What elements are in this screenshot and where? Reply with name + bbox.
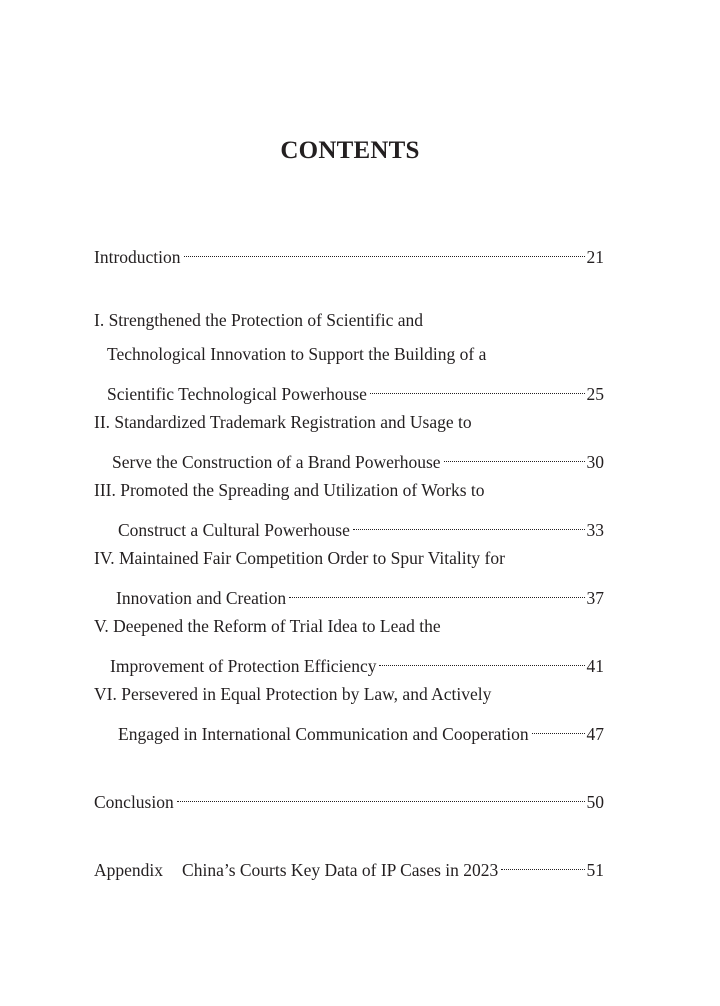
entry-title: China’s Courts Key Data of IP Cases in 2023 xyxy=(182,860,499,880)
page-number: 33 xyxy=(586,520,604,540)
entry-title: VI. Persevered in Equal Protection by Law, and Actively xyxy=(94,684,492,704)
dot-leader xyxy=(177,784,585,808)
toc-entry-section-1-line-1[interactable] xyxy=(94,308,604,332)
toc-entry-section-1-line-2[interactable] xyxy=(107,342,604,366)
entry-title: IV. Maintained Fair Competition Order to Spur Vitality for xyxy=(94,548,505,568)
entry-title: V. Deepened the Reform of Trial Idea to Lead the xyxy=(94,616,441,636)
page-title: CONTENTS xyxy=(280,137,420,164)
toc-entry-section-4-line-2[interactable] xyxy=(116,580,604,608)
toc-entry-section-1-line-3[interactable] xyxy=(107,376,604,404)
dot-leader xyxy=(532,716,585,740)
page-number: 21 xyxy=(586,247,604,267)
entry-title-continued: Scientific Technological Powerhouse xyxy=(107,384,367,404)
dot-leader xyxy=(289,580,584,604)
dot-leader xyxy=(444,444,585,468)
entry-title-continued: Innovation and Creation xyxy=(116,588,287,608)
toc-entry-section-5-line-2[interactable] xyxy=(110,648,604,676)
toc-entry-conclusion[interactable] xyxy=(94,784,604,812)
page-number: 30 xyxy=(586,452,604,472)
entry-title: I. Strengthened the Protection of Scientific and xyxy=(94,310,424,330)
entry-title-continued: Technological Innovation to Support the Building of a xyxy=(107,344,487,364)
toc-entry-section-3-line-1[interactable] xyxy=(94,478,604,502)
page-number: 41 xyxy=(586,656,604,676)
page-number: 25 xyxy=(586,384,604,404)
toc-entry-section-2-line-1[interactable] xyxy=(94,410,604,434)
appendix-label: Appendix xyxy=(94,860,164,880)
toc-entry-section-5-line-1[interactable] xyxy=(94,614,604,638)
dot-leader xyxy=(501,852,584,876)
page-number: 50 xyxy=(586,792,604,812)
entry-title-continued: Improvement of Protection Efficiency xyxy=(110,656,377,676)
entry-title-continued: Construct a Cultural Powerhouse xyxy=(118,520,350,540)
page-number: 51 xyxy=(586,860,604,880)
toc-entry-section-4-line-1[interactable] xyxy=(94,546,604,570)
dot-leader xyxy=(379,648,584,672)
entry-title-continued: Serve the Construction of a Brand Powerhouse xyxy=(112,452,441,472)
entry-title: Introduction xyxy=(94,247,181,267)
dot-leader xyxy=(370,376,585,400)
page-number: 37 xyxy=(586,588,604,608)
entry-title-continued: Engaged in International Communication and Cooperation xyxy=(118,724,529,744)
toc-entry-section-6-line-1[interactable] xyxy=(94,682,604,706)
page-number: 47 xyxy=(586,724,604,744)
entry-title: Conclusion xyxy=(94,792,174,812)
toc-entry-introduction[interactable] xyxy=(94,239,604,267)
toc-entry-appendix[interactable] xyxy=(94,852,604,880)
entry-title: II. Standardized Trademark Registration and Usage to xyxy=(94,412,472,432)
entry-title: III. Promoted the Spreading and Utilization of Works to xyxy=(94,480,485,500)
toc-entry-section-6-line-2[interactable] xyxy=(118,716,604,744)
toc-entry-section-3-line-2[interactable] xyxy=(118,512,604,540)
dot-leader xyxy=(184,239,585,263)
dot-leader xyxy=(353,512,585,536)
toc-entry-section-2-line-2[interactable] xyxy=(112,444,604,472)
